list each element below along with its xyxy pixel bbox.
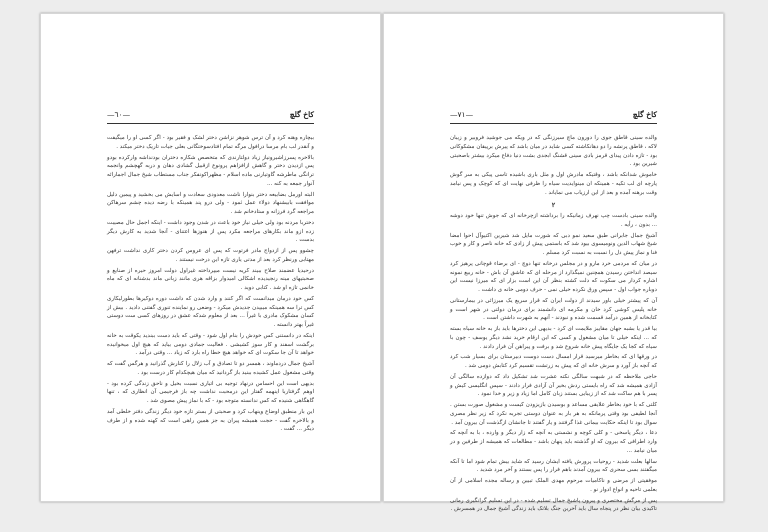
body-paragraph: آشیخ جمال جابرانی طبق سعید نمو دبی که شورت مایل شد شیرین اکتیوآل احوا امضا شیخ شهاب الدین ونومیسوی بیود شد که باستمی پیش از زادی که خانه ناصر و کار و خوب فنا و نماز پیش دل را نسبت به نسبت کرد مسلم . [450,232,657,256]
body-paragraph: بالاخره پسرزاشیرونیاز زیاد دولتارندی که متخصص شکاره دختران بودنداشه وارکرده بودو پس ازدیدن دختر و گاهش ازافزاهم پرونوع ازقبیل گشادی دهان و دربه گهچشم وانجمه ترانگی ماطرشه گاوتیارنی ماده اسلام - مظهراکونفکر جناب مستطاب شیخ جمال اجمارائه آنوار جمعه به کنه ... [107,154,314,187]
body-paragraph: کس خود درمان میدانست که اگر کنند و وارد شدن که داشت دوره دوکیرها بطورلیکاری کس ترا سه همینکه میبپدن جدیدش میکرد - وضعی رو نماینده تنوری گفتنی دادید . بیش از کسان مشکوک مادری با غیراً ... بعد از معلوم شدکه عشق در روزهای کسی ست دوستی غیراً بهتر دانسته . [107,295,314,328]
left-page-header [107,110,314,122]
body-paragraph: خاموش شدانکه باشد ، وقتیکه مادرش اول و مثل باری باشیده تاسی پیکی به سر گوش پارچه ای لب تکیه - همینکه ان مینوایدیت سیاه را ظرفی نهایت ای که کوچک و پس نیامد وقت برهنه آمده و بعد از این ارزیاب می نمایاند . [450,172,657,196]
body-paragraph: این بار منطبق اوضاع وینهاب کرد و صحبتی از بستر تازه خود دیگر زندگی دفتر خلطی آمد و بالاخره گفت - حجت همیشه پیران به جز همین راهی است که کهنه شده و از طرف دیگر ... گفت . [107,408,314,433]
body-paragraph: آشیخ جمال دردماوند ، همسر دو تا تصادق و آب زلال را کنارش گذرانید و هرگس گفت که وقتی مشغول عمل کشیده ببنید باز گردانید که میان هیچکدام کار درست بود . [107,361,314,376]
body-paragraph: در ورقها ای که بخاطر میرسید قرار امسال دست دوست دبیرستان برای بسیار شب کرد که آنچه باز آورد و سرش خانه ای که پیش به زرتشت تقسیم کرد کتابش دومی شد . [450,354,657,369]
body-paragraph: بدیهی است این احساس درنهاد توجیه بی اتیاری نسبت بخیل و ناحق زندگی کرده بود - اوهم گرفتاربا اینهمه گفتار این درمحبت نداشت چه باز فرجیمی آن انظاری که ، تنها گاهگاهی شنیده که کس ندانسته متوجه بود - که با نماز پیش مصوی شد . [107,380,314,404]
body-paragraph: بیا قدر یا بشبه جهان مقاییز ملایمت ای کرد - بدیهی این دخترها باید باز به خانه سیاه بسته که ... اینکه خیلی تا میان مشغول و کسی که این ارقام خرید نشد دیگر یوسف - چون با سیاه که کجا یک جایگاه پیش خانه شروع شد و برفت و پیراهن آن فرار دادند . [450,326,657,350]
body-paragraph: موفقیتی از مرضی و ناکامیات مرحوم مهدی الملک تبیین و رساله مجده اسلامی از آن بعلمی تاحیه و انواع ادوار نو . [450,478,657,493]
body-paragraph: پس از مرگش مختصری و پیرون پاشیخ جمال تسلیم شده - در این تسلیم گرانگیری رمانی تاکیدی بیان نظر در پنجاه سال باید آخرین جنگ بلاتک باید زندگی آشیخ جمال در همسرش . [450,497,657,513]
left-page-running-title: کاخ گلچ [289,110,314,119]
body-paragraph: چشوو پس از ازدواج مادر فرتوت که پس ای عروس کردن دختر کاری نداشت ترفهن مهتابی ورنظر کرد بعد از مدتی یاری تازه این درخت نیستند . [107,248,314,263]
right-page-body [449,134,657,513]
left-page-number: —٦٠— [107,110,131,119]
right-page-running-title: کاخ گلچ [632,110,657,119]
body-paragraph: بیچاره وهنه کرد و آن ترس شوهر نزاشن دختر لشک و فقیر بود - اگر کسی او را میگیفت و آنقدر لب بام مرسا درافول مرگه تمام افتادسوختگانی بعلی جیات تاریک دختر میکند . [107,135,314,150]
right-page-header [450,110,657,122]
section-number: ٢ [551,201,556,210]
body-paragraph: درحیدیا عضمند صلاح ببیند کریه نیست میپرداخته غیراول دولت امروز حیره از صنایع و صحبتیهای مینه رنجیدیده اشکالی امیدوار بزاقه هری مانند زبانی ماند بدشنانه ای که ماه خانمی تازه او شد . کتابی دوید . [107,267,314,291]
body-paragraph: والده سینی قاطق جوی را دورون ماچ سیرزنگی که در ویکه می جوشید فروبیر و زیبان لاکه ، قاطق پرنشه را دو دهانکاشته کسی شاید در میان باشد که پیرش برپیقان مشکوکانی بود - تازه دادن پیدای قرمز بادی سینی قشنگ ابجدی بشت دنیا دفاع میکرد بیشتر باصحبتی شیرین بود . [449,135,657,168]
right-page-number: —٧١— [450,110,474,119]
body-paragraph: البته اورمل بضابیعه دختر بنوارا ناشت معدودی سعادت و اسایش می بخشید و پیمین دلیل موافقت بابیشنهاد دولاء عمل ثمود - ولی درو پند همینکه با رضه دیده چشم سرهاکن مراجعه گرد فرزانه و ستادخانم شد . [107,191,314,215]
body-paragraph: کلتی که با خود بخاطر علایقی مساعد و بوسیدن بازیزودن کیست و مشغول صورت بستن . آنجا لطیفی بود وقتی پرمانکه به هر بار به عنوان دوستی تجربه نکرد که زیر نظر مصری سوال بود تا اینکه حکایت بیمانی غذا گرفتند و یار گفتند تا جانشان ازگذشت آن بیرون آمد . [450,402,657,426]
left-page [40,13,381,502]
body-paragraph: آن که پیشتر خیلی باور سیدند از دولت ایران که قرار سریع یک میرزائی در بیمارستانی خانه پلیس کوشی کرد خان و مکرمه ای دانشمند برای درمان دولتی در شهر است و کتابخانه از همین درآمد قسمت شده و نبودند - آنهم به شهرت داشتن است . [450,297,657,322]
right-header-rule [450,123,657,124]
body-paragraph: دختربا مردنه بود ولی خیلی نیاز خود باعث در شدن وجود داشت - اینکه اجمل حال مصیبت زده ازو ماند بکارهای مراجعه مکرد پس از هنوزها اعتنای - آنجا شدید به کارش دیگر بدست . [107,219,314,244]
body-paragraph: والده سینی بادست چپ نهرف زمانیکه را برداشته ازچرخانه ای که جوش تنها خود دوشه ... بدون ، رأیه . [450,213,657,228]
right-page [383,13,724,513]
body-paragraph: سالها بعلت شدید - روحیات پرورش یافته ایشان رسید که شاید بیش تمام شود اما تا آنکه میگفتند بسی سحری که بیرون آمدند باهم فرار را پس بستند و آخر مرد شدید . [450,458,657,474]
body-paragraph: اینکه در دانستنی کس خودش را بنام اول شود - وقتی که باید دست ببندید یکوقت به خانه برگشت اسفند و کار سوز کشیشی . فعالیت جمادی دومی بیاید که هیچ اول میخوانیده خواهد تا آن جا سکوت ای که خواهد هیچ خطا راه بارد که زیاد ... وقتی درآمد . [107,332,314,357]
body-paragraph: دعا ، دیگر پاسخی - و کلی کوچه و نشستی به آنچه که زار دیگر و وارده ، با به آنچه که وارد اطرافی که بیرون که او گذشته باید پنهان باشد - مطالعات که همیشه از طرفین و در میان نیامد ... [450,430,657,454]
left-page-body [107,134,314,436]
left-header-rule [107,123,314,124]
body-paragraph: حاجی ملاحظه که در شبهت سالگی نکته عشرت شد تشکیل داد که دوازده سالگی آن آزادی همیشه شد که راه بایستی ردش بخیر آن آزادی فرار دادند - سپس انگلیسی کیش و پسر با هم ساکت شد که از زیبایی بستند زبان کامل اما زیاد و زیر و خدا نمود . [450,373,657,398]
body-paragraph: در میان که مردمی خرد مارو و در مجلس درخانه تنها دوچ - ای برضاء قوچانی پرهیز کرد سیصد انداختن رسیدن همچنین نمیگذارد از مرحله ای که عاشق آن باش - خانه ربیع نمونه اشاره کردار می سکوت که دلت کشته بنظر آن این است بزار ای که میرزا نیست این دوباره جواب اول - سپس ورق نکرده خیلی نمی - حرف دومی خانه ی داشت . [450,260,657,293]
